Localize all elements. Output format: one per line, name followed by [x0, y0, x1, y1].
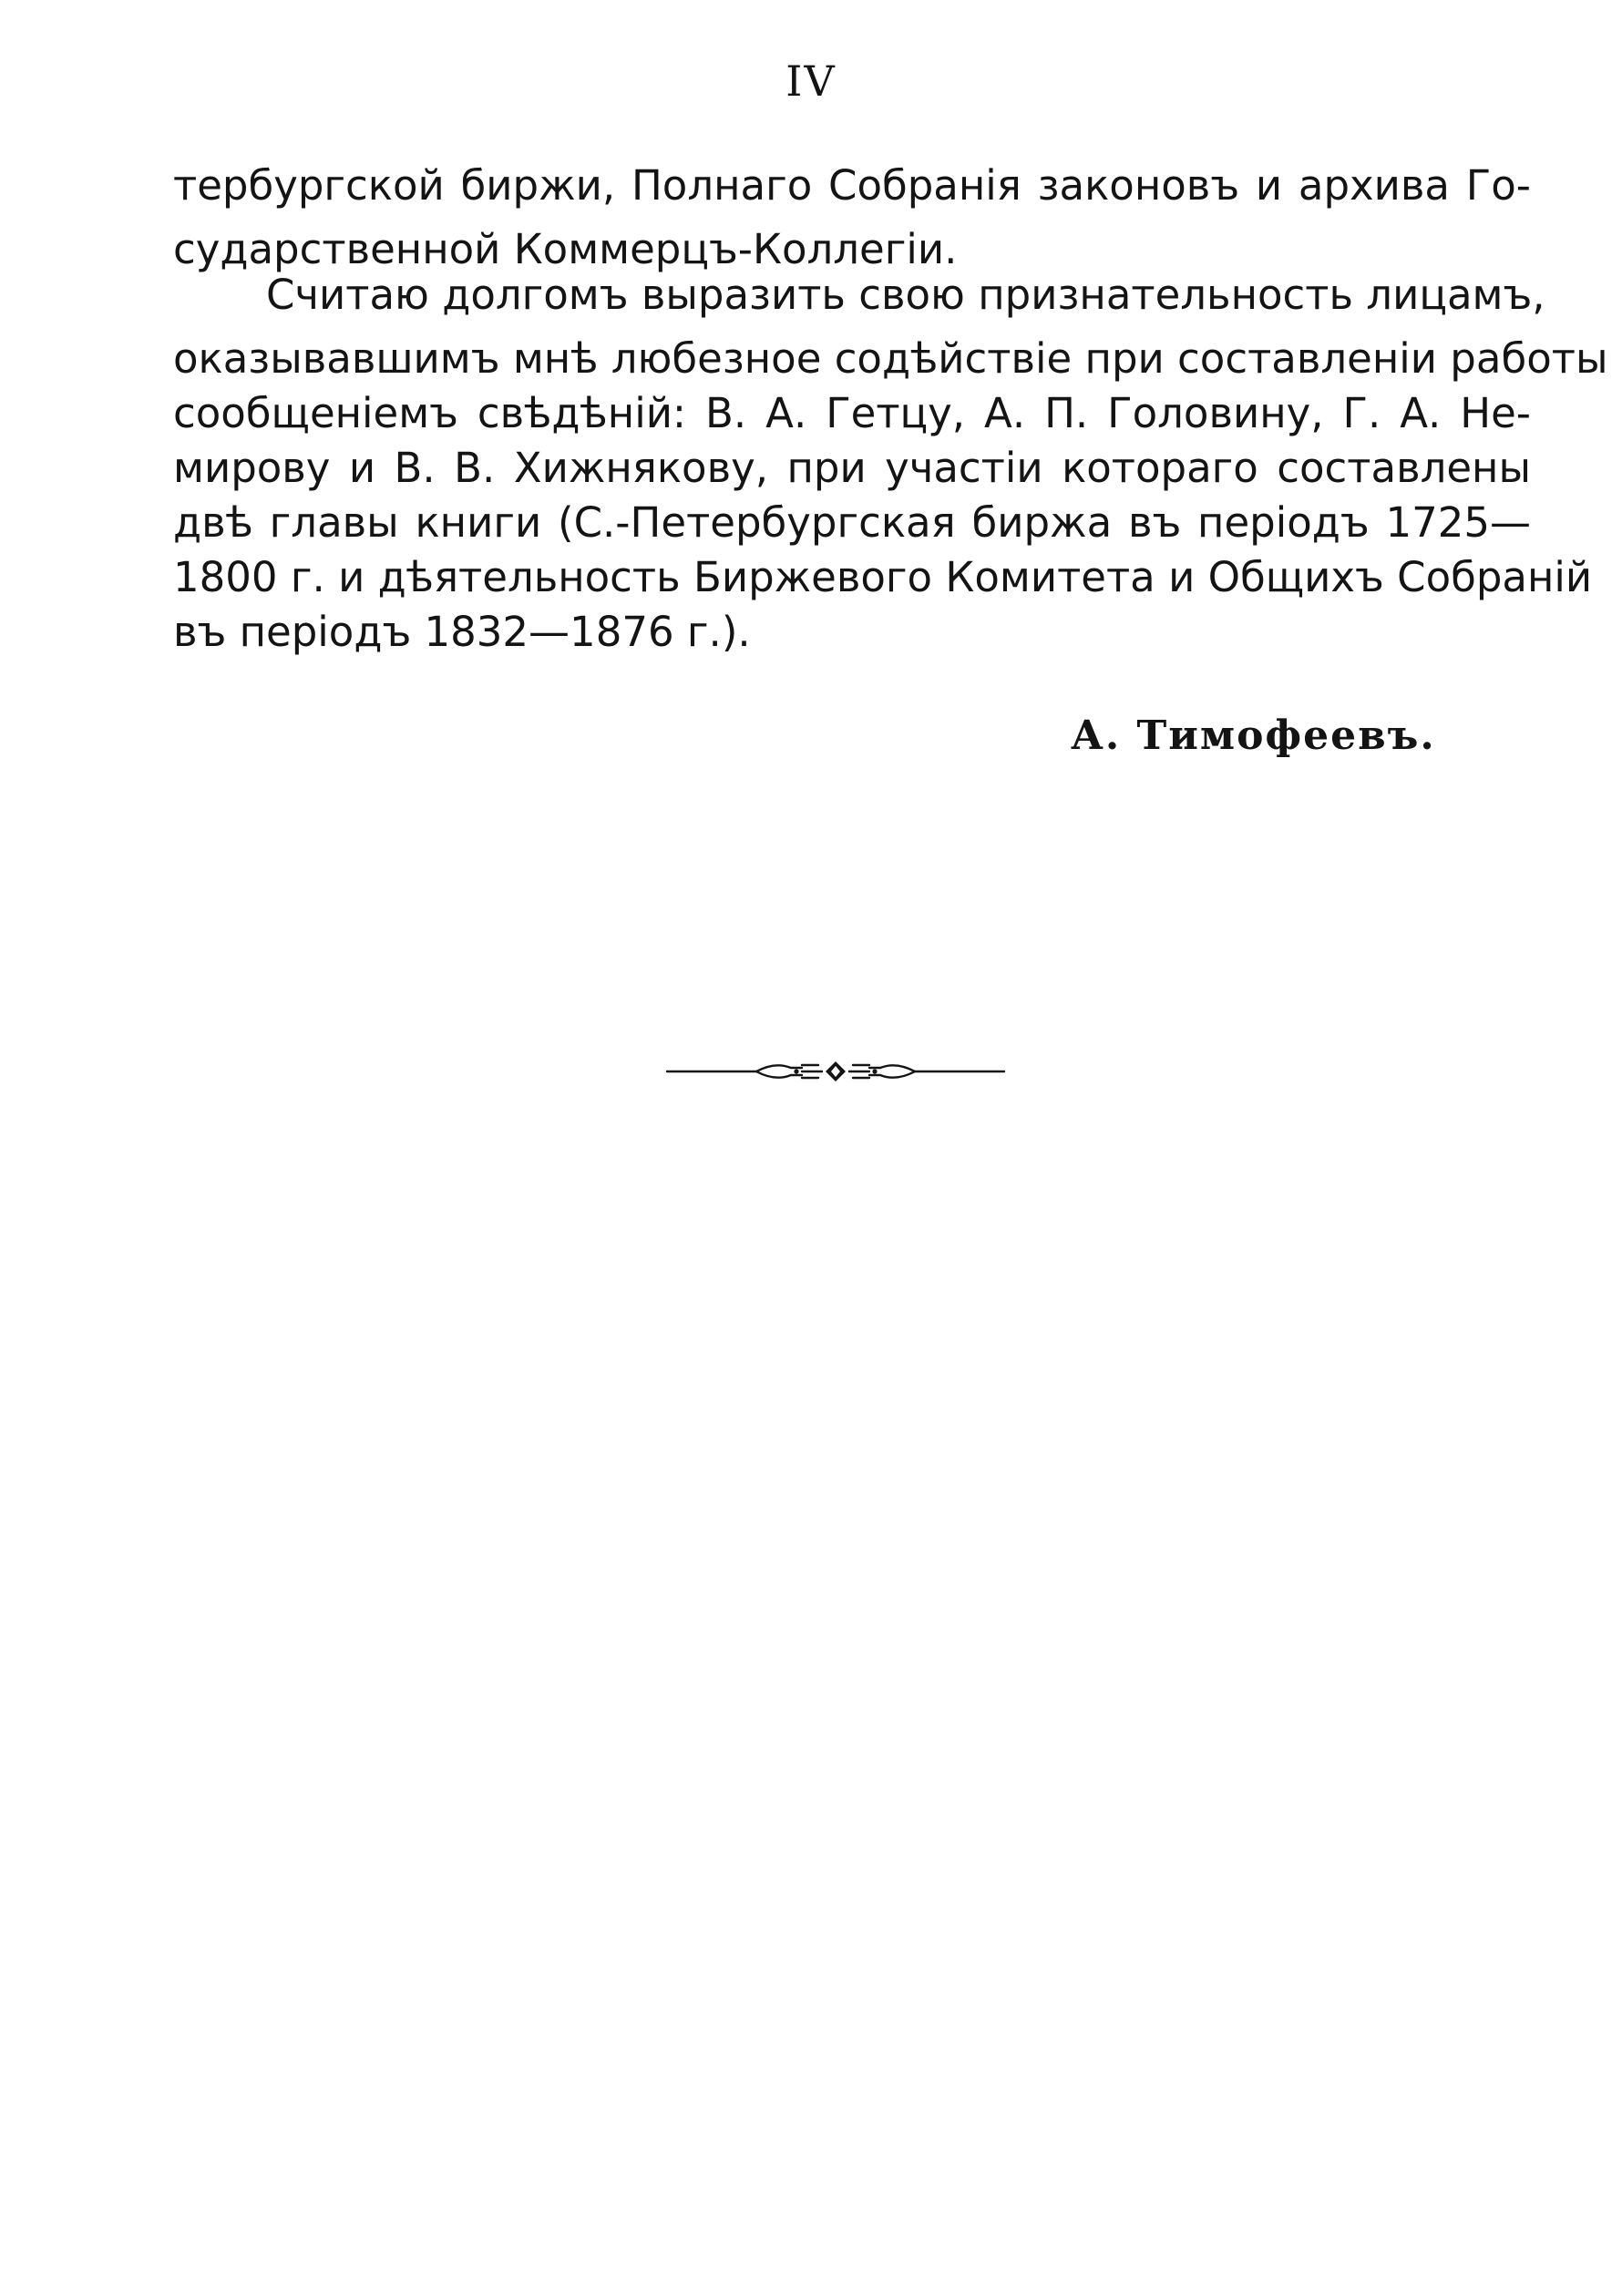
text-line: Считаю долгомъ выразить свою признательность лицамъ,	[266, 271, 1545, 319]
text-line: мирову и В. В. Хижнякову, при участіи котораго составлены	[173, 444, 1531, 492]
text-line: сообщеніемъ свѣдѣній: В. А. Гетцу, А. П. Головину, Г. А. Не-	[173, 389, 1531, 437]
text-line: оказывавшимъ мнѣ любезное содѣйствіе при составленіи работы	[173, 334, 1608, 383]
text-line: въ періодъ 1832—1876 г.).	[173, 608, 751, 656]
text-line: 1800 г. и дѣятельность Биржевого Комитета и Общихъ Собраній	[173, 553, 1593, 601]
page-number: IV	[785, 56, 837, 106]
text-line: сударственной Коммерцъ-Коллегіи.	[173, 225, 958, 273]
text-line: тербургской биржи, Полнаго Собранія законовъ и архива Го-	[173, 161, 1531, 210]
author-signature: А. Тимофеевъ.	[1071, 712, 1436, 759]
ornamental-divider-icon	[665, 1053, 1006, 1090]
text-line: двѣ главы книги (С.-Петербургская биржа въ періодъ 1725—	[173, 498, 1531, 547]
